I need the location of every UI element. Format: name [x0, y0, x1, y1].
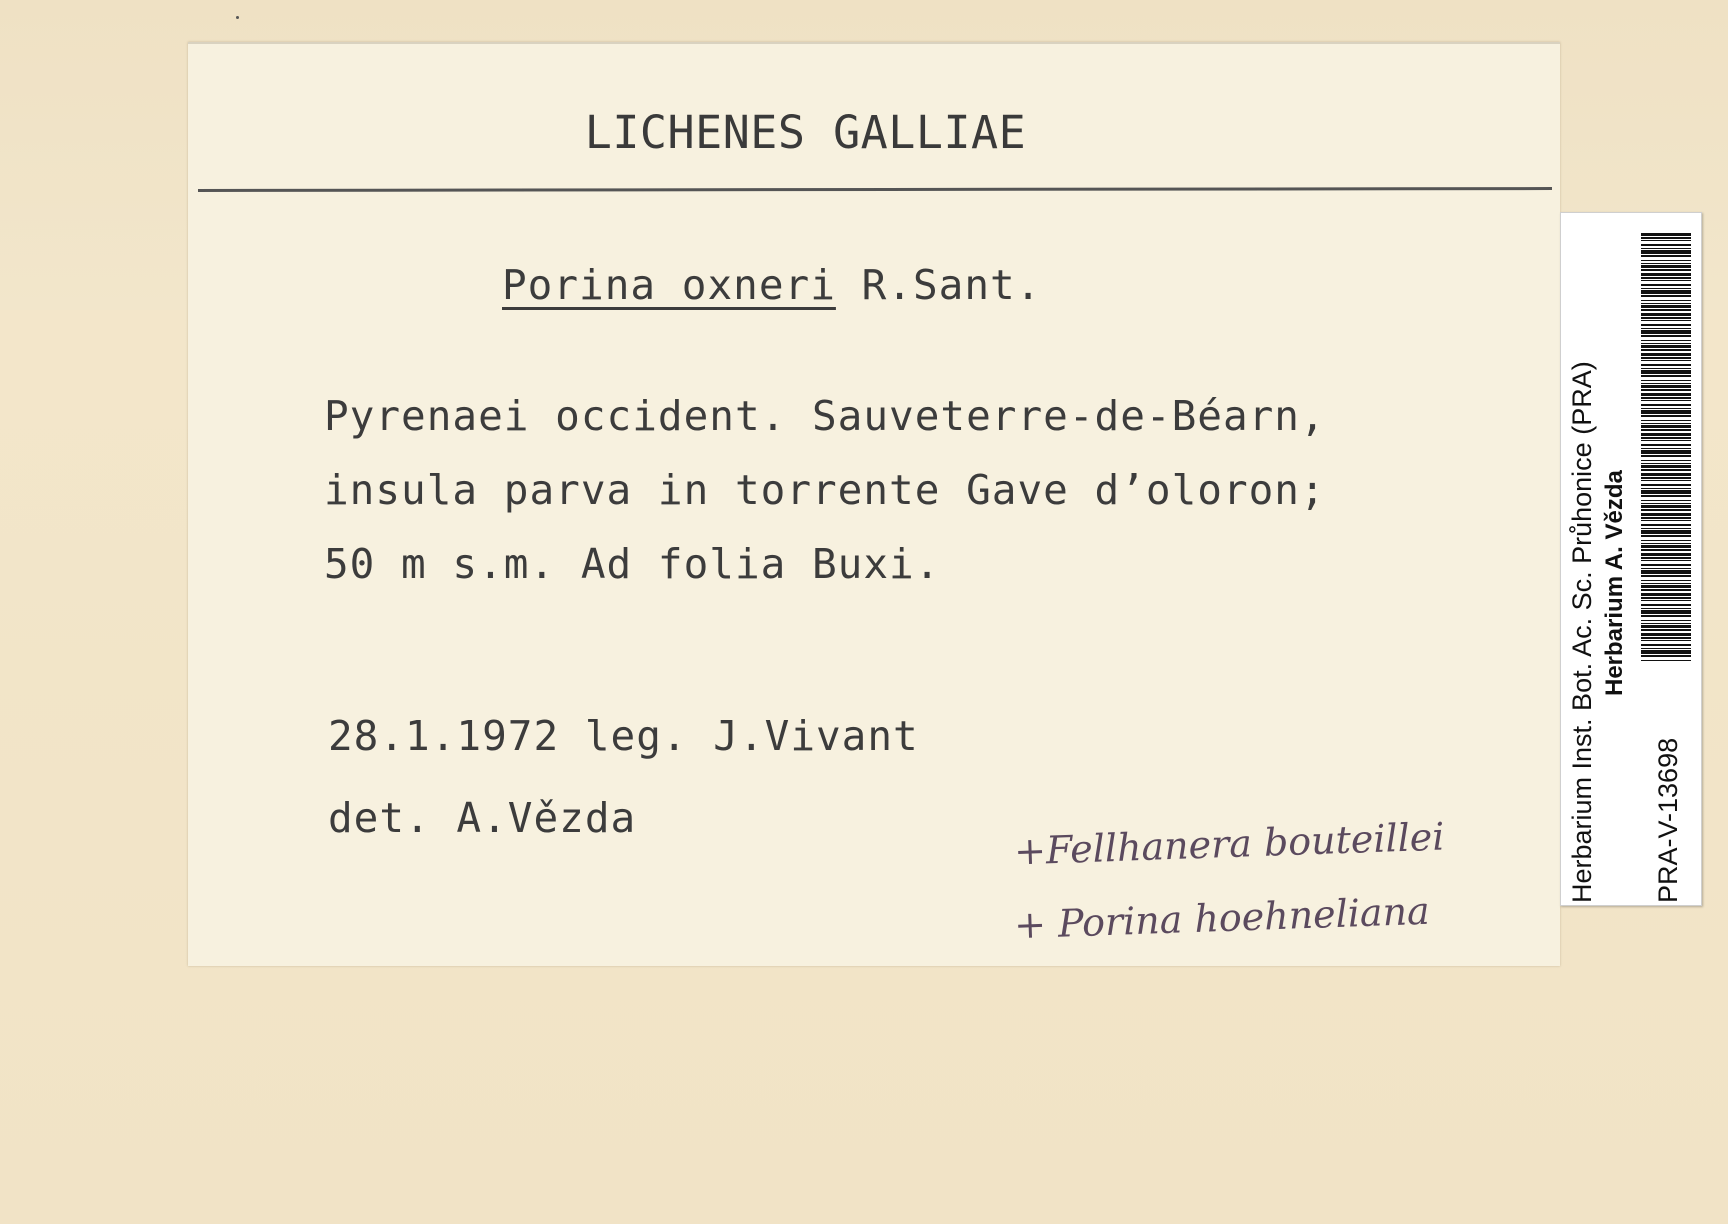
barcode-bar [1641, 368, 1691, 369]
barcode-bar [1641, 288, 1691, 289]
barcode-bar [1641, 540, 1691, 541]
species-line [502, 261, 1041, 309]
barcode-bar [1641, 385, 1691, 388]
barcode-bar [1641, 309, 1691, 311]
barcode-bar [1641, 313, 1691, 316]
barcode-bar [1641, 448, 1691, 449]
barcode-bar [1641, 393, 1691, 396]
barcode-bar [1641, 408, 1691, 409]
barcode-bar [1641, 570, 1691, 574]
locality-line-3: 50 m s.m. Ad folia Buxi. [324, 540, 941, 588]
herbarium-name: Herbarium A. Vězda [1601, 470, 1628, 696]
species-author: R.Sant. [861, 261, 1042, 309]
barcode-bar [1641, 440, 1691, 441]
barcode-bar [1641, 465, 1691, 468]
barcode-bar [1641, 269, 1691, 271]
institution-text: Herbarium Inst. Bot. Ac. Sc. Průhonice (PRA) [1567, 361, 1597, 903]
barcode-bar [1641, 500, 1691, 501]
barcode-bar [1641, 400, 1691, 401]
barcode-bar [1641, 608, 1691, 609]
determination-line: det. A.Vězda [328, 794, 637, 842]
barcode-bar [1641, 335, 1691, 337]
barcode-bar [1641, 623, 1691, 624]
barcode-bar [1641, 349, 1691, 351]
barcode-bar [1641, 320, 1691, 321]
barcode-bar [1641, 597, 1691, 599]
barcode-bar [1641, 520, 1691, 521]
specimen-id: PRA-V-13698 [1653, 737, 1683, 903]
barcode-bar [1641, 273, 1691, 276]
barcode-bar [1641, 564, 1691, 566]
barcode-bar [1641, 255, 1691, 257]
barcode-bar [1641, 503, 1691, 504]
label-header: LICHENES GALLIAE [584, 106, 1027, 159]
barcode-bar [1641, 513, 1691, 516]
barcode-bar [1641, 444, 1691, 446]
barcode-bar [1641, 370, 1691, 374]
barcode-bar [1641, 545, 1691, 548]
barcode-bar [1641, 505, 1691, 508]
barcode-bar [1641, 648, 1691, 649]
barcode-bar [1641, 375, 1691, 377]
barcode-bar [1641, 248, 1691, 249]
specimen-label [188, 42, 1560, 966]
barcode-bar [1641, 490, 1691, 494]
barcode-bar [1641, 477, 1691, 479]
barcode-bar [1641, 580, 1691, 581]
barcode-bar [1641, 585, 1691, 588]
handwritten-note-1: +Fellhanera bouteillei [1013, 814, 1446, 874]
barcode-bar [1641, 343, 1691, 344]
barcode-bar [1641, 469, 1691, 471]
barcode-bar [1641, 357, 1691, 359]
barcode-bar [1641, 535, 1691, 537]
barcode-bar [1641, 353, 1691, 356]
barcode-bar [1641, 277, 1691, 279]
barcode-bar [1641, 509, 1691, 511]
barcode-bar [1641, 640, 1691, 641]
barcode-bar [1641, 300, 1691, 301]
barcode-bar [1641, 280, 1691, 281]
barcode-bar [1641, 625, 1691, 628]
barcode-bar [1641, 615, 1691, 617]
handwritten-note-2: + Porina hoehneliana [1013, 888, 1431, 948]
barcode-bar [1641, 265, 1691, 268]
barcode-bar [1641, 437, 1691, 439]
barcode-bar [1641, 660, 1691, 661]
barcode-bar [1641, 450, 1691, 454]
barcode-bar [1641, 484, 1691, 486]
barcode-bar [1641, 429, 1691, 431]
barcode-bar [1641, 360, 1691, 361]
barcode-bar [1641, 593, 1691, 596]
barcode-bar [1641, 290, 1691, 294]
barcode-bar [1641, 524, 1691, 526]
barcode-bar [1641, 250, 1691, 254]
barcode-bar [1641, 637, 1691, 639]
header-rule [198, 187, 1552, 192]
barcode-bar [1641, 433, 1691, 436]
barcode-bar [1641, 389, 1691, 391]
barcode-bar [1641, 260, 1691, 261]
locality-line-2: insula parva in torrente Gave d’oloron; [324, 466, 1326, 514]
barcode-bar [1641, 620, 1691, 621]
barcode-bar [1641, 340, 1691, 341]
barcode-bar [1641, 530, 1691, 534]
barcode-bar [1641, 604, 1691, 606]
barcode-bar [1641, 328, 1691, 329]
barcode-bar [1641, 543, 1691, 544]
barcode-bar [1641, 455, 1691, 457]
barcode-bar [1641, 575, 1691, 577]
barcode-bar [1641, 423, 1691, 424]
barcode-bar [1641, 263, 1691, 264]
barcode-bar [1641, 589, 1691, 591]
barcode-bar [1641, 237, 1691, 239]
barcode-bar [1641, 463, 1691, 464]
barcode-bar [1641, 460, 1691, 461]
barcode-bar [1641, 633, 1691, 636]
barcode-bar [1641, 610, 1691, 614]
species-name: Porina oxneri [502, 261, 836, 309]
barcode-bar [1641, 557, 1691, 559]
barcode-bar [1641, 568, 1691, 569]
barcode-bar [1641, 553, 1691, 556]
barcode-bar [1641, 560, 1691, 561]
barcode-bar [1641, 629, 1691, 631]
barcode-bar [1641, 650, 1691, 654]
barcode-bar [1641, 415, 1691, 417]
barcode-label [1560, 212, 1702, 906]
barcode [1641, 233, 1691, 663]
barcode-bar [1641, 644, 1691, 646]
barcode-bar [1641, 305, 1691, 308]
barcode-bar [1641, 549, 1691, 551]
barcode-bar [1641, 383, 1691, 384]
barcode-bar [1641, 528, 1691, 529]
barcode-bar [1641, 233, 1691, 236]
barcode-bar [1641, 330, 1691, 334]
barcode-bar [1641, 284, 1691, 286]
barcode-bar [1641, 364, 1691, 366]
locality-line-1: Pyrenaei occident. Sauveterre-de-Béarn, [324, 392, 1326, 440]
barcode-bar [1641, 473, 1691, 476]
barcode-bar [1641, 317, 1691, 319]
barcode-bar [1641, 397, 1691, 399]
barcode-bar [1641, 404, 1691, 406]
barcode-bar [1641, 495, 1691, 497]
barcode-bar [1641, 244, 1691, 246]
barcode-bar [1641, 240, 1691, 241]
barcode-bar [1641, 380, 1691, 381]
barcode-bar [1641, 488, 1691, 489]
barcode-bar [1641, 303, 1691, 304]
barcode-bar [1641, 345, 1691, 348]
barcode-bar [1641, 517, 1691, 519]
barcode-bar [1641, 655, 1691, 657]
barcode-bar [1641, 583, 1691, 584]
barcode-bar [1641, 425, 1691, 428]
barcode-bar [1641, 600, 1691, 601]
barcode-bar [1641, 410, 1691, 414]
collection-line: 28.1.1972 leg. J.Vivant [328, 712, 919, 760]
barcode-bar [1641, 420, 1691, 421]
paper-speck [236, 16, 239, 19]
barcode-bar [1641, 480, 1691, 481]
barcode-bar [1641, 324, 1691, 326]
barcode-bar [1641, 295, 1691, 297]
